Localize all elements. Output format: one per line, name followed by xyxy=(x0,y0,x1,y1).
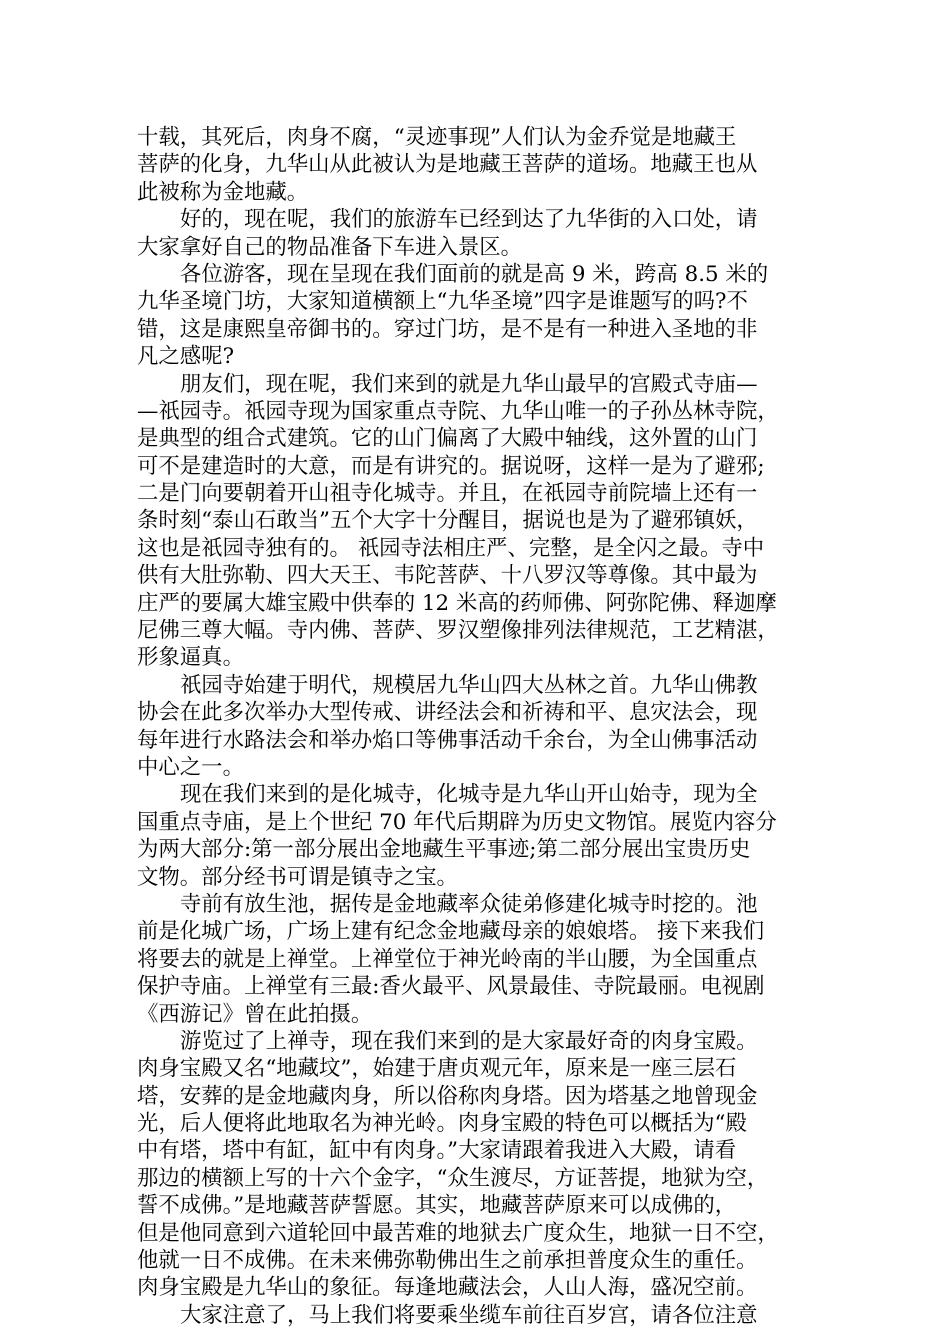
text-line: 凡之感呢? xyxy=(137,344,235,370)
text-line: 形象逼真。 xyxy=(137,645,244,671)
text-line: 《西游记》曾在此拍摄。 xyxy=(137,1001,373,1027)
text-line: 祇园寺始建于明代，规模居九华山四大丛林之首。九华山佛教 xyxy=(180,672,758,698)
text-line: 各位游客，现在呈现在我们面前的就是高 9 米，跨高 8.5 米的 xyxy=(180,261,769,287)
text-line: 游览过了上禅寺，现在我们来到的是大家最好奇的肉身宝殿。 xyxy=(180,1028,758,1054)
text-line: 二是门向要朝着开山祖寺化城寺。并且，在祇园寺前院墙上还有一 xyxy=(137,481,758,507)
text-line: 中心之一。 xyxy=(137,754,244,780)
text-line: 供有大肚弥勒、四大天王、韦陀菩萨、十八罗汉等尊像。其中最为 xyxy=(137,563,758,589)
text-line: 保护寺庙。上禅堂有三最:香火最平、风景最佳、寺院最丽。电视剧 xyxy=(137,974,765,1000)
text-line: 但是他同意到六道轮回中最苦难的地狱去广度众生，地狱一日不空， xyxy=(137,1220,779,1246)
text-line: 庄严的要属大雄宝殿中供奉的 12 米高的药师佛、阿弥陀佛、释迦摩 xyxy=(137,590,777,616)
text-line: 可不是建造时的大意，而是有讲究的。据说呀，这样一是为了避邪; xyxy=(137,453,765,479)
text-line: 前是化城广场，广场上建有纪念金地藏母亲的娘娘塔。 接下来我们 xyxy=(137,919,765,945)
text-line: 光，后人便将此地取名为神光岭。肉身宝殿的特色可以概括为“殿 xyxy=(137,1111,747,1137)
text-line: 错，这是康熙皇帝御书的。穿过门坊，是不是有一种进入圣地的非 xyxy=(137,316,758,342)
text-line: 尼佛三尊大幅。寺内佛、菩萨、罗汉塑像排列法律规范，工艺精湛， xyxy=(137,618,779,644)
text-line: 这也是祇园寺独有的。 祇园寺法相庄严、完整，是全闪之最。寺中 xyxy=(137,535,765,561)
document-body xyxy=(137,124,813,1329)
text-line: 文物。部分经书可谓是镇寺之宝。 xyxy=(137,864,458,890)
text-line: 条时刻“泰山石敢当”五个大字十分醒目，据说也是为了避邪镇妖， xyxy=(137,508,758,534)
text-line: 中有塔，塔中有缸，缸中有肉身。”大家请跟着我进入大殿，请看 xyxy=(137,1138,737,1164)
text-line: 九华圣境门坊，大家知道横额上“九华圣境”四字是谁题写的吗?不 xyxy=(137,289,748,315)
text-line: 那边的横额上写的十六个金字，“众生渡尽，方证菩提，地狱为空， xyxy=(137,1165,769,1191)
text-line: 是典型的组合式建筑。它的山门偏离了大殿中轴线，这外置的山门 xyxy=(137,426,758,452)
text-line: 誓不成佛。”是地藏菩萨誓愿。其实，地藏菩萨原来可以成佛的， xyxy=(137,1193,737,1219)
text-line: 他就一日不成佛。在未来佛弥勒佛出生之前承担普度众生的重任。 xyxy=(137,1248,758,1274)
text-line: 菩萨的化身，九华山从此被认为是地藏王菩萨的道场。地藏王也从 xyxy=(137,152,758,178)
text-line: 大家拿好自己的物品准备下车进入景区。 xyxy=(137,234,523,260)
text-line: 大家注意了，马上我们将要乘坐缆车前往百岁宫，请各位注意 xyxy=(180,1302,758,1328)
text-line: 将要去的就是上禅堂。上禅堂位于神光岭南的半山腰，为全国重点 xyxy=(137,946,758,972)
text-line: 十载，其死后，肉身不腐，“灵迹事现”人们认为金乔觉是地藏王 xyxy=(137,125,737,150)
text-line: 寺前有放生池，据传是金地藏率众徒弟修建化城寺时挖的。池 xyxy=(180,891,758,917)
text-line: —祇园寺。祇园寺现为国家重点寺院、九华山唯一的子孙丛林寺院， xyxy=(137,398,779,424)
text-line: 国重点寺庙，是上个世纪 70 年代后期辟为历史文物馆。展览内容分 xyxy=(137,809,777,835)
text-line: 肉身宝殿又名“地藏坟”，始建于唐贞观元年，原来是一座三层石 xyxy=(137,1056,737,1082)
text-line: 现在我们来到的是化城寺，化城寺是九华山开山始寺，现为全 xyxy=(180,782,758,808)
text-line: 此被称为金地藏。 xyxy=(137,179,309,205)
text-line: 朋友们，现在呢，我们来到的就是九华山最早的宫殿式寺庙— xyxy=(180,371,758,397)
text-line: 肉身宝殿是九华山的象征。每逢地藏法会，人山人海，盛况空前。 xyxy=(137,1275,758,1301)
text-line: 好的，现在呢，我们的旅游车已经到达了九华街的入口处，请 xyxy=(180,207,758,233)
text-line: 塔，安葬的是金地藏肉身，所以俗称肉身塔。因为塔基之地曾现金 xyxy=(137,1083,758,1109)
text-line: 为两大部分:第一部分展出金地藏生平事迹;第二部分展出宝贵历史 xyxy=(137,837,751,863)
text-line: 每年进行水路法会和举办焰口等佛事活动千余台，为全山佛事活动 xyxy=(137,727,758,753)
text-line: 协会在此多次举办大型传戒、讲经法会和祈祷和平、息灾法会，现 xyxy=(137,700,758,726)
